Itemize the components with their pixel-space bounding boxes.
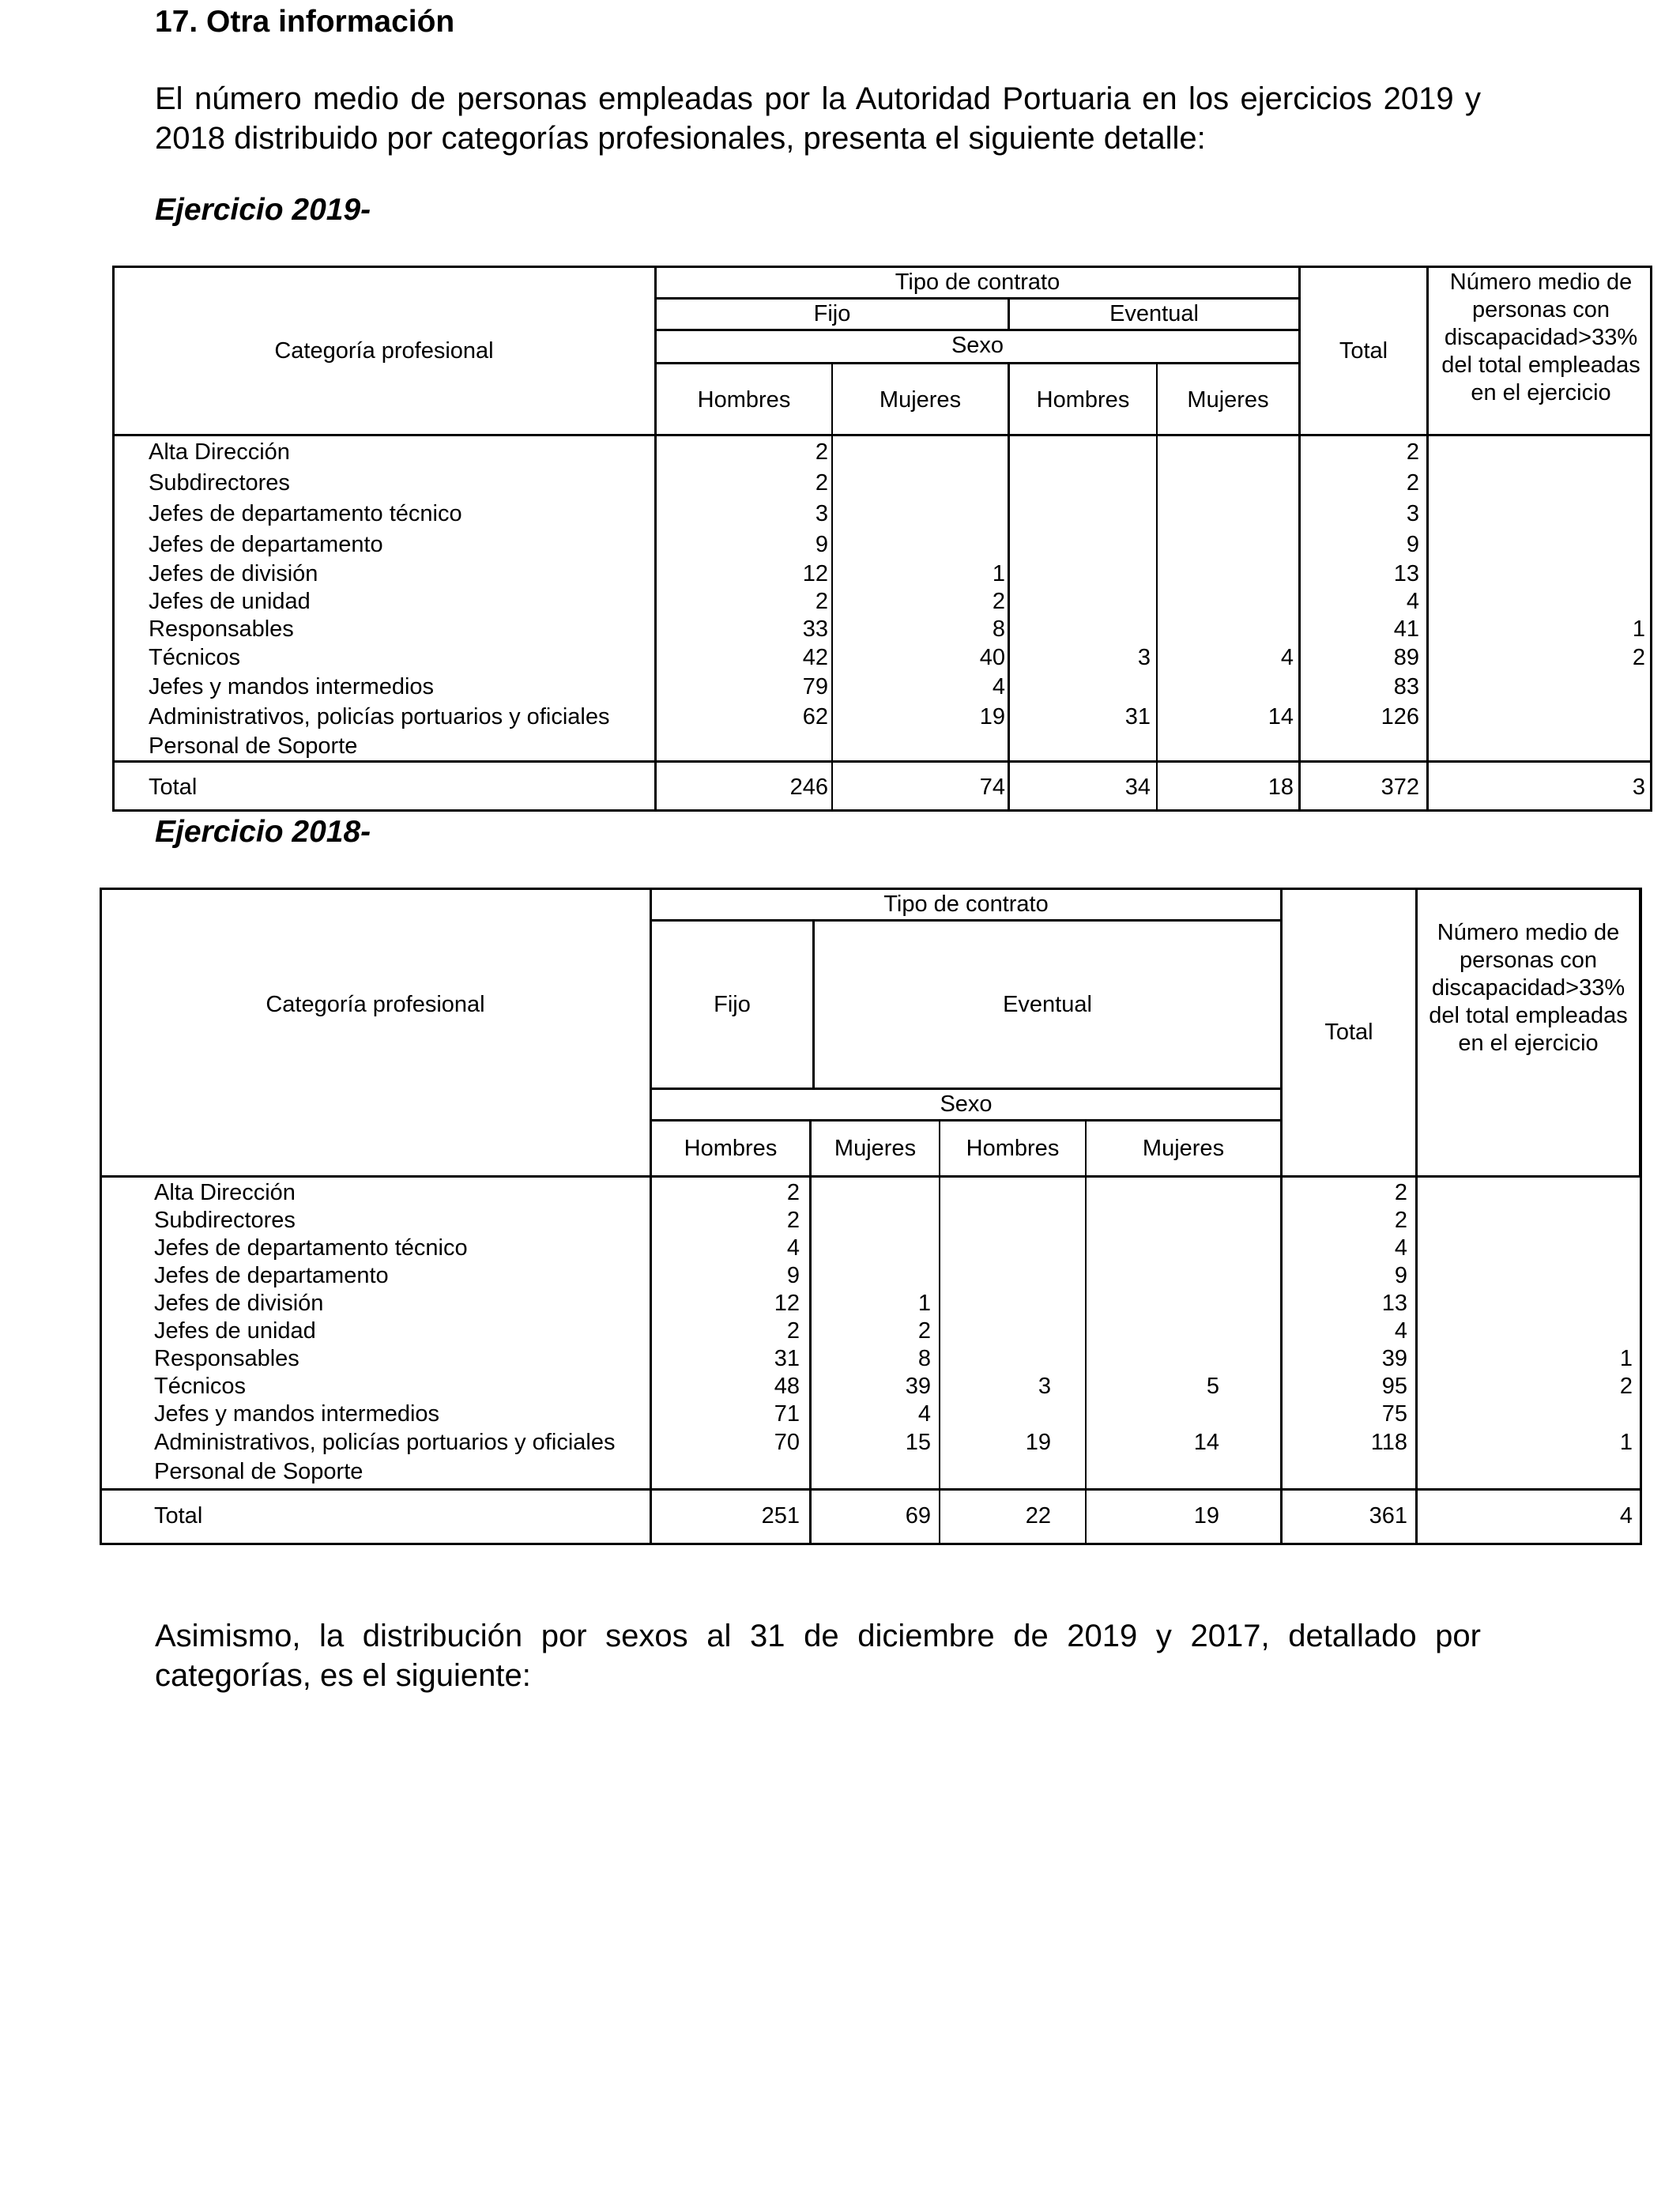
cell-fh: 48 xyxy=(774,1374,800,1399)
cell-total: 126 xyxy=(1381,704,1419,729)
cell-fh: 79 xyxy=(802,674,828,699)
cell-fh: 71 xyxy=(774,1401,800,1427)
category-label: Jefes y mandos intermedios xyxy=(149,674,435,699)
cell-fh: 62 xyxy=(802,704,828,729)
category-label: Responsables xyxy=(154,1346,299,1371)
cell-disc: 2 xyxy=(1619,1374,1633,1399)
cell-fm: 2 xyxy=(992,589,1005,614)
cell-total: 2 xyxy=(1406,439,1419,465)
category-label: Jefes de unidad xyxy=(149,589,311,614)
header-discapacidad: Número medio de personas con discapacidad>33% del total empleadas en el ejercicio xyxy=(1441,270,1640,405)
category-label: Administrativos, policías portuarios y oficiales xyxy=(154,1430,616,1455)
cell-eh: 3 xyxy=(1038,1374,1051,1399)
cell-total: 13 xyxy=(1393,561,1419,586)
intro-paragraph: El número medio de personas empleadas por la Autoridad Portuaria en los ejercicios 2019 y 2018 distribuido por categorías profesionales, presenta el siguiente detalle: xyxy=(155,81,1481,156)
table-2018-title: Ejercicio 2018- xyxy=(155,815,371,849)
cell-eh: 31 xyxy=(1124,704,1151,729)
total-cell-eh: 34 xyxy=(1124,775,1151,800)
total-cell-disc: 4 xyxy=(1619,1503,1633,1529)
category-label: Jefes y mandos intermedios xyxy=(154,1401,440,1427)
cell-eh: 19 xyxy=(1025,1430,1051,1455)
cell-fm: 19 xyxy=(979,704,1005,729)
cell-fm: 40 xyxy=(979,645,1005,670)
cell-fh: 9 xyxy=(786,1263,800,1288)
category-label: Subdirectores xyxy=(149,470,290,496)
cell-total: 9 xyxy=(1394,1263,1407,1288)
cell-fh: 2 xyxy=(815,470,828,496)
header-eventual-hombres-2018: Hombres xyxy=(966,1136,1060,1161)
cell-fh: 33 xyxy=(802,616,828,642)
total-cell-em: 19 xyxy=(1193,1503,1219,1529)
header-categoria: Categoría profesional xyxy=(274,338,494,364)
cell-disc: 1 xyxy=(1632,616,1645,642)
cell-total: 118 xyxy=(1370,1430,1407,1455)
cell-fh: 12 xyxy=(774,1291,800,1316)
header-fijo-mujeres: Mujeres xyxy=(879,387,962,413)
cell-disc: 1 xyxy=(1619,1430,1633,1455)
category-label: Personal de Soporte xyxy=(154,1459,363,1484)
cell-fh: 2 xyxy=(786,1208,800,1233)
cell-fm: 39 xyxy=(905,1374,931,1399)
header-fijo-hombres-2018: Hombres xyxy=(684,1136,778,1161)
total-cell-fm: 74 xyxy=(979,775,1005,800)
header-categoria-2018: Categoría profesional xyxy=(266,992,485,1017)
cell-total: 3 xyxy=(1406,501,1419,526)
cell-total: 2 xyxy=(1394,1208,1407,1233)
category-label: Jefes de departamento xyxy=(154,1263,389,1288)
category-label: Técnicos xyxy=(154,1374,247,1399)
cell-em: 4 xyxy=(1280,645,1294,670)
category-label: Responsables xyxy=(149,616,294,642)
category-label: Administrativos, policías portuarios y oficiales xyxy=(149,704,610,729)
cell-total: 83 xyxy=(1393,674,1419,699)
cell-total: 39 xyxy=(1381,1346,1407,1371)
cell-fm: 8 xyxy=(992,616,1005,642)
header-sexo: Sexo xyxy=(951,333,1004,358)
header-eventual: Eventual xyxy=(1109,301,1199,326)
cell-fm: 1 xyxy=(917,1291,931,1316)
category-label: Jefes de unidad xyxy=(154,1318,316,1344)
table-2019-title: Ejercicio 2019- xyxy=(155,193,371,227)
header-total-2018: Total xyxy=(1324,1020,1373,1045)
total-cell-fh: 251 xyxy=(761,1503,800,1529)
header-fijo-hombres: Hombres xyxy=(697,387,791,413)
category-label: Jefes de departamento xyxy=(149,532,383,557)
header-sexo-2018: Sexo xyxy=(940,1091,993,1117)
cell-em: 14 xyxy=(1268,704,1294,729)
cell-em: 5 xyxy=(1206,1374,1219,1399)
cell-total: 95 xyxy=(1381,1374,1407,1399)
total-cell-total: 372 xyxy=(1381,775,1419,800)
cell-fm: 1 xyxy=(992,561,1005,586)
cell-fh: 12 xyxy=(802,561,828,586)
total-cell-fh: 246 xyxy=(789,775,828,800)
section-title: 17. Otra información xyxy=(155,5,455,39)
cell-fh: 2 xyxy=(815,589,828,614)
cell-fm: 15 xyxy=(905,1430,931,1455)
category-label: Alta Dirección xyxy=(154,1180,296,1205)
header-eventual-hombres: Hombres xyxy=(1036,387,1130,413)
header-tipo-contrato: Tipo de contrato xyxy=(895,270,1060,295)
cell-fh: 9 xyxy=(815,532,828,557)
category-label: Técnicos xyxy=(149,645,241,670)
cell-eh: 3 xyxy=(1137,645,1151,670)
cell-total: 75 xyxy=(1381,1401,1407,1427)
closing-paragraph: Asimismo, la distribución por sexos al 31 de diciembre de 2019 y 2017, detallado por categorías, es el siguiente: xyxy=(155,1619,1481,1693)
category-label: Alta Dirección xyxy=(149,439,290,465)
cell-disc: 2 xyxy=(1632,645,1645,670)
total-cell-em: 18 xyxy=(1268,775,1294,800)
header-fijo-mujeres-2018: Mujeres xyxy=(834,1136,917,1161)
cell-fh: 2 xyxy=(786,1180,800,1205)
header-fijo-2018: Fijo xyxy=(714,992,751,1017)
cell-fm: 4 xyxy=(917,1401,931,1427)
cell-fh: 2 xyxy=(815,439,828,465)
cell-fm: 8 xyxy=(917,1346,931,1371)
cell-total: 4 xyxy=(1394,1318,1407,1344)
total-cell-fm: 69 xyxy=(905,1503,931,1529)
cell-total: 4 xyxy=(1394,1235,1407,1261)
cell-total: 9 xyxy=(1406,532,1419,557)
cell-fh: 42 xyxy=(802,645,828,670)
cell-fh: 2 xyxy=(786,1318,800,1344)
cell-disc: 1 xyxy=(1619,1346,1633,1371)
cell-total: 13 xyxy=(1381,1291,1407,1316)
header-eventual-2018: Eventual xyxy=(1003,992,1092,1017)
cell-fm: 4 xyxy=(992,674,1005,699)
total-cell-total: 361 xyxy=(1369,1503,1407,1529)
cell-total: 41 xyxy=(1393,616,1419,642)
header-tipo-contrato-2018: Tipo de contrato xyxy=(883,892,1049,917)
category-label: Subdirectores xyxy=(154,1208,296,1233)
category-label: Jefes de división xyxy=(154,1291,324,1316)
cell-total: 2 xyxy=(1394,1180,1407,1205)
category-label: Jefes de departamento técnico xyxy=(149,501,462,526)
cell-fh: 4 xyxy=(786,1235,800,1261)
category-label: Jefes de departamento técnico xyxy=(154,1235,468,1261)
header-total: Total xyxy=(1339,338,1388,364)
cell-fh: 3 xyxy=(815,501,828,526)
header-fijo: Fijo xyxy=(813,301,851,326)
cell-total: 4 xyxy=(1406,589,1419,614)
cell-em: 14 xyxy=(1193,1430,1219,1455)
total-label: Total xyxy=(149,775,198,800)
cell-fh: 31 xyxy=(774,1346,800,1371)
total-cell-disc: 3 xyxy=(1632,775,1645,800)
category-label: Jefes de división xyxy=(149,561,318,586)
header-eventual-mujeres: Mujeres xyxy=(1187,387,1269,413)
total-label: Total xyxy=(154,1503,203,1529)
header-discapacidad-2018: Número medio de personas con discapacidad>33% del total empleadas en el ejercicio xyxy=(1429,920,1628,1056)
cell-total: 89 xyxy=(1393,645,1419,670)
cell-fm: 2 xyxy=(917,1318,931,1344)
category-label: Personal de Soporte xyxy=(149,733,358,759)
header-eventual-mujeres-2018: Mujeres xyxy=(1142,1136,1225,1161)
total-cell-eh: 22 xyxy=(1025,1503,1051,1529)
cell-fh: 70 xyxy=(774,1430,800,1455)
cell-total: 2 xyxy=(1406,470,1419,496)
